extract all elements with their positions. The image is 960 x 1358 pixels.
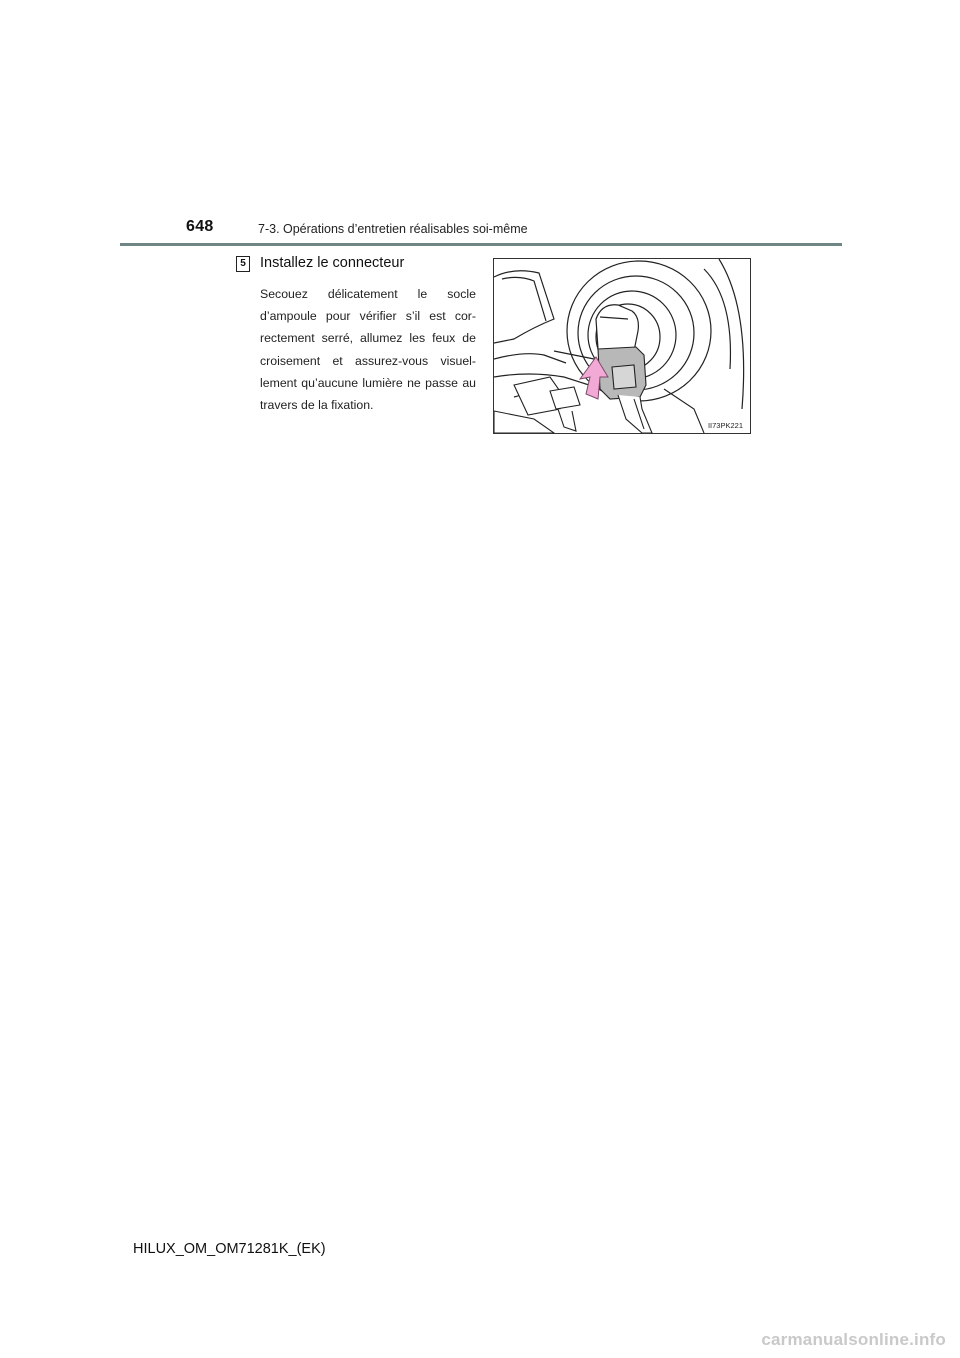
step-number-badge: 5 [236,256,250,272]
headlight-connector-drawing [494,259,750,433]
header-divider [120,243,842,246]
figure-code: II73PK221 [707,421,743,430]
connector-illustration [493,258,751,434]
step-title: Installez le connecteur [260,255,405,271]
step-instructions: Secouez délicatement le socle d’ampoule pour vérifier s’il est cor-rectement serré, allumez les feux de croisement et assurez-vous visuel-lement qu’aucune lumière ne passe au travers de la fixation. [260,287,476,413]
connector-shape [598,347,652,433]
section-title: 7-3. Opérations d’entretien réalisables soi-même [258,222,528,236]
watermark: carmanualsonline.info [761,1330,946,1349]
document-code: HILUX_OM_OM71281K_(EK) [133,1241,326,1257]
page-number: 648 [186,218,214,235]
